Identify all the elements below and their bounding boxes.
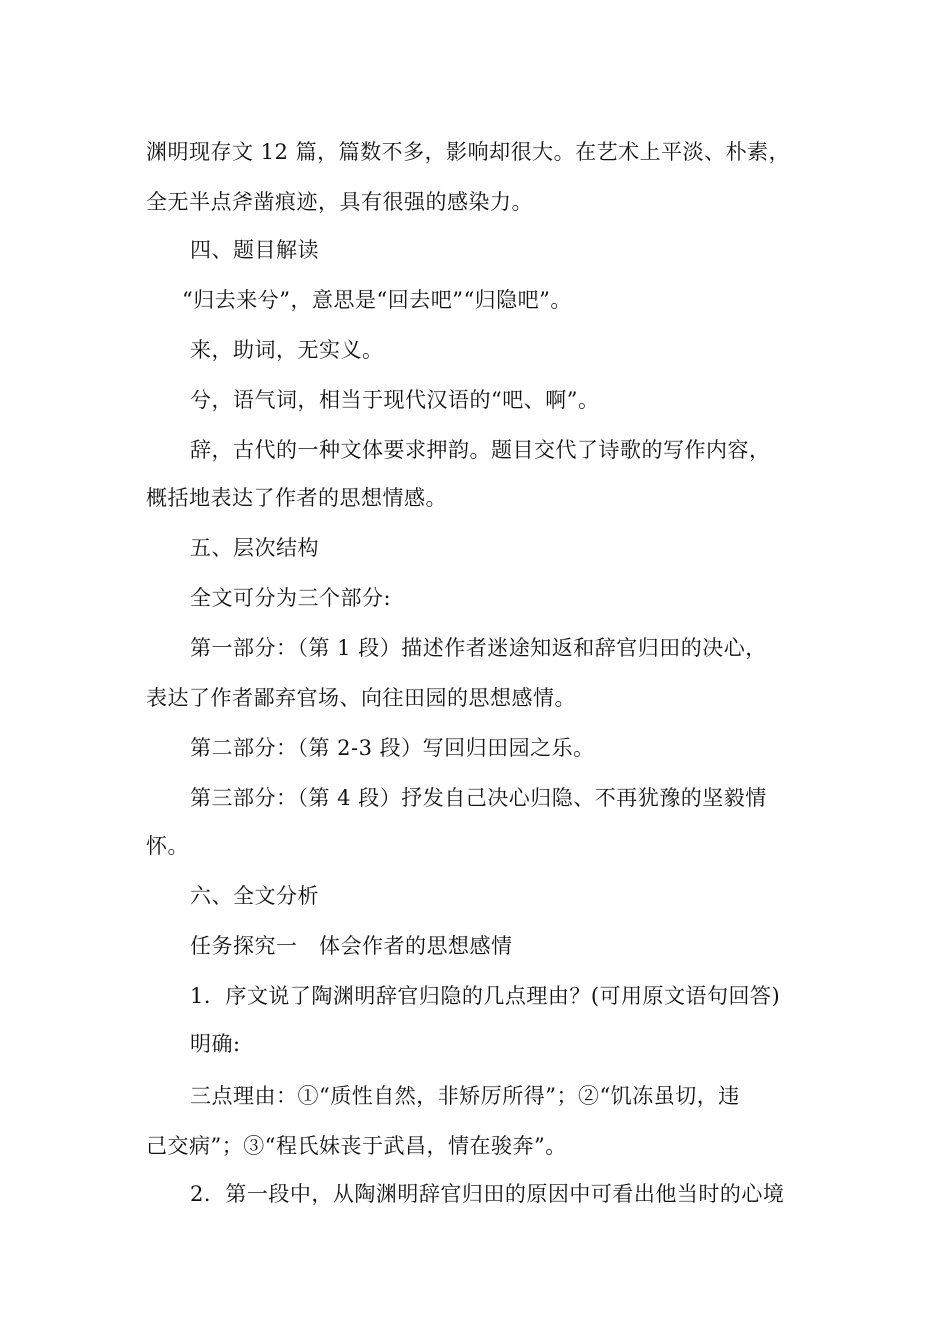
section-heading: 四、题目解读 [190, 238, 319, 262]
subsection-heading: 任务探究一 体会作者的思想感情 [190, 934, 513, 958]
section-heading: 五、层次结构 [190, 536, 319, 560]
paragraph-line: 第三部分：（第 4 段）抒发自己决心归隐、不再犹豫的坚毅情 [190, 786, 767, 810]
paragraph-line: 表达了作者鄙弃官场、向往田园的思想感情。 [146, 686, 576, 710]
paragraph-line: 全无半点斧凿痕迹，具有很强的感染力。 [146, 190, 533, 214]
paragraph-line: 概括地表达了作者的思想情感。 [146, 486, 447, 510]
paragraph-line: 来，助词，无实义。 [190, 338, 384, 362]
paragraph-line: 兮，语气词，相当于现代汉语的“吧、啊”。 [190, 388, 600, 412]
paragraph-line: 全文可分为三个部分: [190, 586, 392, 610]
paragraph-line: 怀。 [146, 834, 189, 858]
paragraph-line: 辞，古代的一种文体要求押韵。题目交代了诗歌的写作内容， [190, 438, 771, 462]
paragraph-line: 渊明现存文 12 篇，篇数不多，影响却很大。在艺术上平淡、朴素， [146, 140, 791, 164]
paragraph-line: 明确: [190, 1032, 241, 1056]
paragraph-line: 己交病”；③“程氏妹丧于武昌，情在骏奔”。 [146, 1134, 567, 1158]
paragraph-line: 第一部分：（第 1 段）描述作者迷途知返和辞官归田的决心， [190, 636, 767, 660]
question-line: 1．序文说了陶渊明辞官归隐的几点理由？(可用原文语句回答) [190, 984, 781, 1008]
section-heading: 六、全文分析 [190, 884, 319, 908]
paragraph-line: “归去来兮”，意思是“回去吧”“归隐吧”。 [182, 288, 572, 312]
paragraph-line: 第二部分：（第 2-3 段）写回归田园之乐。 [190, 736, 595, 760]
paragraph-line: 三点理由：①“质性自然，非矫厉所得”；②“饥冻虽切，违 [190, 1084, 740, 1108]
question-line: 2．第一段中，从陶渊明辞官归田的原因中可看出他当时的心境 [190, 1182, 785, 1206]
